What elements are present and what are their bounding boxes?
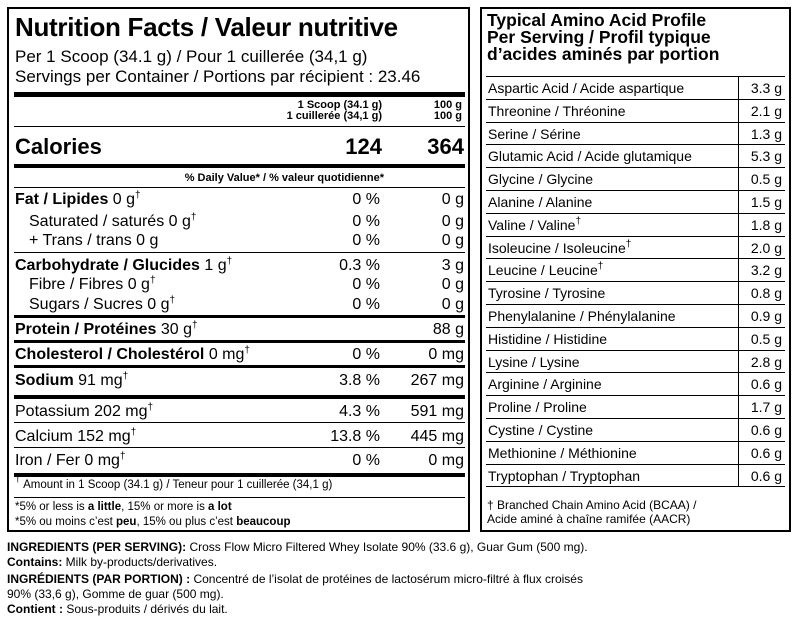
amino-row (486, 465, 785, 488)
rule (14, 395, 465, 399)
nutrient-row (9, 295, 468, 315)
amino-name: Glutamic Acid / Acide glutamique (488, 148, 692, 165)
nutrient-per-100g: 0 g (441, 296, 464, 313)
nutrient-per-100g: 3 g (441, 257, 464, 274)
nutrient-per-100g: 0 g (441, 191, 464, 208)
nutrient-daily-value: 4.3 % (339, 403, 380, 420)
amino-row (486, 100, 785, 123)
nutrient-name: + Trans / trans 0 g (29, 232, 159, 249)
amino-value: 2.0 g (738, 237, 785, 259)
nutrient-row (9, 345, 468, 365)
amino-acid-panel (480, 7, 791, 532)
footnote-en: *5% or less is a little, 15% or more is a lot (15, 501, 232, 513)
rule (14, 447, 465, 448)
amino-value: 1.3 g (738, 123, 785, 145)
bcaa-footnote: † Branched Chain Amino Acid (BCAA) / Acide aminé à chaîne ramifée (AACR) (487, 498, 697, 526)
nutrient-row (9, 427, 468, 447)
amino-name: Histidine / Histidine (488, 330, 608, 347)
rule (14, 315, 465, 318)
amino-value: 0.6 g (738, 419, 785, 441)
amino-name: Arginine / Arginine (488, 376, 602, 393)
nutrient-row (9, 231, 468, 251)
rule (14, 340, 465, 343)
ingredients-fr-cont: 90% (33,6 g), Gomme de guar (500 mg). (7, 587, 224, 601)
serving-size: Per 1 Scoop (34.1 g) / Pour 1 cuillerée (34,1 g) (15, 47, 368, 66)
nutrient-name: Iron / Fer 0 mg† (15, 451, 126, 469)
amino-row (486, 191, 785, 214)
amino-name: Threonine / Thréonine (488, 102, 626, 119)
nutrient-row (9, 371, 468, 391)
amino-value: 1.7 g (738, 396, 785, 418)
nutrient-daily-value: 0.3 % (339, 257, 380, 274)
amino-row (486, 259, 785, 282)
amino-row (486, 168, 785, 191)
calories-100g: 364 (427, 134, 464, 159)
column-header-serving: 1 Scoop (34.1 g) 1 cuillerée (34,1 g) (286, 99, 382, 122)
nutrient-row (9, 256, 468, 276)
nutrient-row (9, 212, 468, 232)
column-header-100g: 100 g 100 g (433, 99, 462, 122)
amino-name: Methionine / Méthionine (488, 444, 637, 461)
nutrient-row (9, 275, 468, 295)
amino-row (486, 373, 785, 396)
thick-rule (14, 473, 465, 477)
amino-name: Proline / Proline (488, 399, 587, 416)
nutrient-per-100g: 0 mg (428, 452, 464, 469)
nutrient-daily-value: 13.8 % (330, 428, 380, 445)
amino-value: 0.6 g (738, 373, 785, 395)
nutrient-per-100g: 0 mg (428, 346, 464, 363)
amino-row (486, 305, 785, 328)
amino-row (486, 396, 785, 419)
amino-row (486, 214, 785, 237)
amino-title: Typical Amino Acid Profile Per Serving / Profil typique d’acides aminés par portion (487, 10, 720, 64)
contains-en: Contains: Milk by-products/derivatives. (7, 555, 218, 569)
rule (14, 126, 465, 127)
nutrient-daily-value: 0 % (352, 296, 380, 313)
amino-row (486, 282, 785, 305)
amino-name: Tyrosine / Tyrosine (488, 285, 606, 302)
amino-value: 0.5 g (738, 168, 785, 190)
amino-value: 0.5 g (738, 328, 785, 350)
nutrient-per-100g: 0 g (441, 213, 464, 230)
amino-row (486, 145, 785, 168)
amino-value: 0.6 g (738, 465, 785, 487)
nutrient-daily-value: 0 % (352, 346, 380, 363)
amino-name: Leucine / Leucine† (488, 261, 604, 279)
amino-name: Tryptophan / Tryptophan (488, 467, 641, 484)
amino-name: Aspartic Acid / Acide aspartique (488, 80, 685, 96)
amino-name: Serine / Sérine (488, 125, 581, 142)
nutrient-daily-value: 0 % (352, 276, 380, 293)
amino-value: 2.8 g (738, 351, 785, 373)
amino-value: 3.2 g (738, 259, 785, 281)
nutrient-per-100g: 267 mg (410, 372, 464, 389)
rule (14, 252, 465, 253)
nutrient-name: Carbohydrate / Glucides 1 g† (15, 256, 233, 274)
amino-value: 1.8 g (738, 214, 785, 236)
amino-value: 0.8 g (738, 282, 785, 304)
amino-value: 2.1 g (738, 100, 785, 122)
amino-name: Valine / Valine† (488, 215, 581, 233)
footnote-fr: *5% ou moins c’est peu, 15% ou plus c’est beaucoup (15, 516, 291, 528)
nutrient-per-100g: 0 g (441, 232, 464, 249)
nutrient-name: Protein / Protéines 30 g† (15, 320, 198, 338)
amount-note: † Amount in 1 Scoop (34.1 g) / Teneur pour 1 cuillerée (34,1 g) (15, 474, 333, 491)
nutrient-row (9, 320, 468, 340)
amino-row (486, 442, 785, 465)
ingredients-fr: INGRÉDIENTS (PAR PORTION) : Concentré de l’isolat de protéines de lactosérum micro-filtré à flux croisés (7, 572, 583, 586)
amino-value: 5.3 g (738, 145, 785, 167)
amino-value: 0.6 g (738, 442, 785, 464)
amino-row (486, 419, 785, 442)
calories-label: Calories (15, 134, 102, 159)
rule (14, 497, 465, 498)
nutrition-title: Nutrition Facts / Valeur nutritive (15, 12, 398, 42)
amino-table (486, 76, 785, 487)
amino-name: Cystine / Cystine (488, 421, 594, 438)
nutrition-facts-panel (7, 7, 470, 532)
amino-value: 3.3 g (738, 77, 785, 99)
amino-row (486, 351, 785, 374)
nutrient-daily-value: 3.8 % (339, 372, 380, 389)
nutrient-name: Potassium 202 mg† (15, 402, 154, 420)
nutrient-daily-value: 0 % (352, 232, 380, 249)
nutrient-daily-value: 0 % (352, 213, 380, 230)
amino-row (486, 237, 785, 260)
nutrient-row (9, 402, 468, 422)
servings-per-container: Servings per Container / Portions par récipient : 23.46 (15, 67, 421, 86)
daily-value-header: % Daily Value* / % valeur quotidienne* (184, 172, 384, 184)
amino-name: Glycine / Glycine (488, 171, 594, 188)
rule (14, 365, 465, 368)
rule (14, 187, 465, 188)
nutrient-row (9, 451, 468, 471)
amino-name: Isoleucine / Isoleucine† (488, 238, 632, 256)
nutrient-name: Sugars / Sucres 0 g† (29, 295, 176, 313)
nutrient-name: Cholesterol / Cholestérol 0 mg† (15, 345, 250, 363)
amino-value: 0.9 g (738, 305, 785, 327)
nutrient-daily-value: 0 % (352, 452, 380, 469)
amino-value: 1.5 g (738, 191, 785, 213)
amino-row (486, 328, 785, 351)
amino-name: Lysine / Lysine (488, 353, 580, 370)
contains-fr: Contient : Sous-produits / dérivés du lait. (7, 602, 228, 616)
amino-name: Alanine / Alanine (488, 193, 593, 210)
amino-row (486, 123, 785, 146)
calories-serving: 124 (345, 134, 382, 159)
nutrient-per-100g: 591 mg (410, 403, 464, 420)
nutrient-daily-value: 0 % (352, 191, 380, 208)
nutrient-name: Saturated / saturés 0 g† (29, 212, 197, 230)
nutrient-name: Fibre / Fibres 0 g† (29, 275, 156, 293)
rule (14, 422, 465, 423)
nutrient-name: Calcium 152 mg† (15, 427, 137, 445)
amino-row (486, 77, 785, 100)
nutrient-name: Sodium 91 mg† (15, 371, 129, 389)
thick-rule (14, 164, 465, 168)
nutrient-per-100g: 88 g (432, 321, 464, 338)
nutrient-per-100g: 445 mg (410, 428, 464, 445)
nutrient-per-100g: 0 g (441, 276, 464, 293)
nutrient-name: Fat / Lipides 0 g† (15, 190, 141, 208)
thick-rule (14, 92, 465, 97)
ingredients-en: INGREDIENTS (PER SERVING): Cross Flow Micro Filtered Whey Isolate 90% (33.6 g), Guar Gum (500 mg). (7, 540, 588, 554)
amino-name: Phenylalanine / Phénylalanine (488, 307, 676, 324)
nutrient-row (9, 190, 468, 210)
